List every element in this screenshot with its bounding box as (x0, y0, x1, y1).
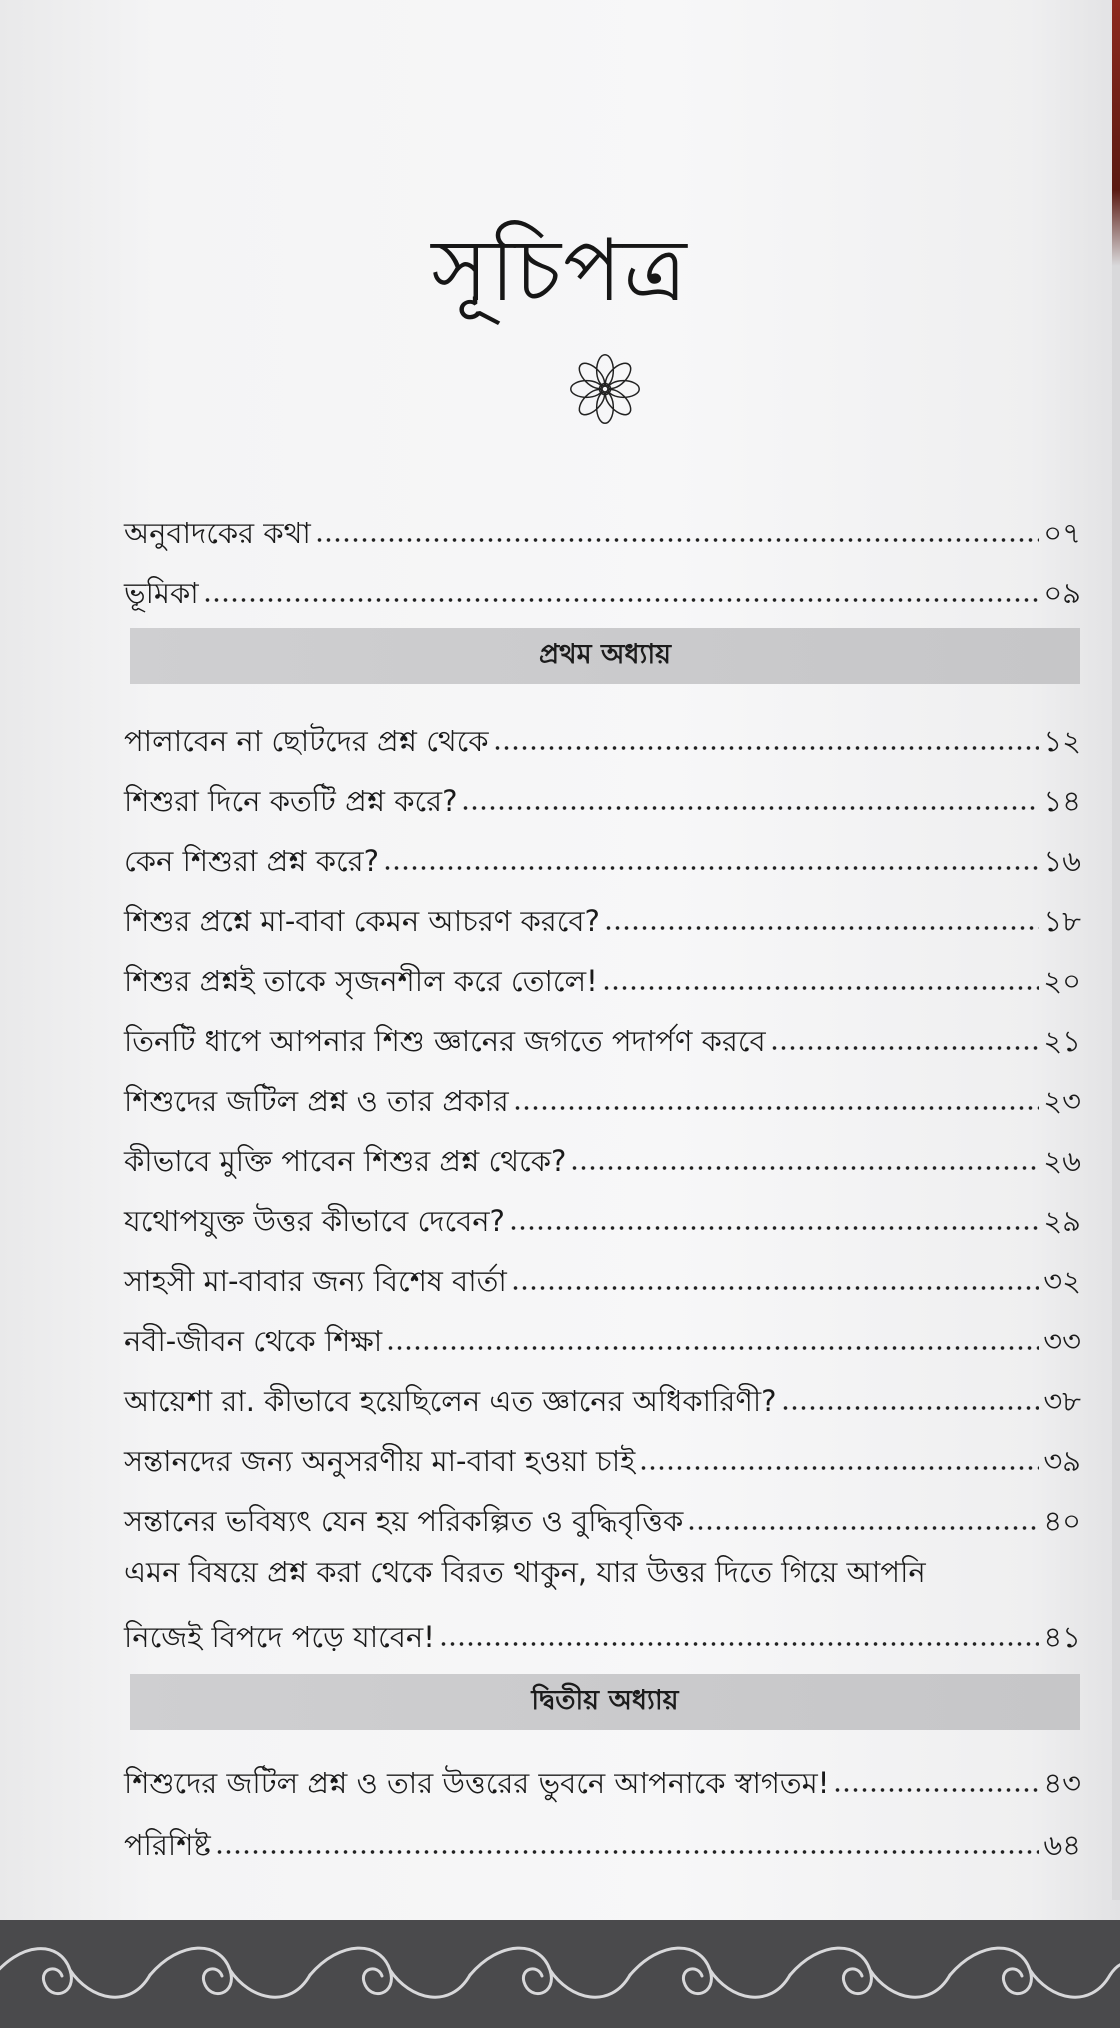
toc-entry-title: শিশুদের জটিল প্রশ্ন ও তার উত্তরের ভুবনে আপনাকে স্বাগতম! (124, 1766, 830, 1800)
toc-entry-title: শিশুরা দিনে কতটি প্রশ্ন করে? (124, 784, 458, 818)
toc-entry-title: শিশুদের জটিল প্রশ্ন ও তার প্রকার (124, 1084, 509, 1118)
dot-leader (203, 578, 1040, 604)
toc-entry-title: নবী-জীবন থেকে শিক্ষা (124, 1324, 383, 1358)
dot-leader (493, 726, 1040, 752)
dot-leader (570, 1146, 1039, 1172)
toc-entry-page: ২৩ (1043, 1084, 1081, 1118)
scroll-pattern-icon (0, 1920, 1120, 2028)
dot-leader (513, 1086, 1040, 1112)
decorative-footer-border (0, 1920, 1120, 2028)
toc-entry[interactable] (124, 1186, 1081, 1236)
toc-entry-title: শিশুর প্রশ্নই তাকে সৃজনশীল করে তোলে! (124, 964, 598, 998)
flower-ornament-icon (568, 352, 642, 426)
toc-entry-page: ১৬ (1043, 844, 1081, 878)
chapter-heading: প্রথম অধ্যায় (130, 628, 1080, 684)
toc-entry-page: ৩৯ (1043, 1444, 1081, 1478)
toc-entry-title-line-1[interactable]: এমন বিষয়ে প্রশ্ন করা থেকে বিরত থাকুন, যার উত্তর দিতে গিয়ে আপনি (124, 1555, 926, 1589)
dot-leader (770, 1026, 1040, 1052)
toc-entry[interactable] (124, 1810, 1081, 1860)
toc-entry[interactable] (124, 558, 1081, 608)
dot-leader (461, 786, 1039, 812)
toc-entry-title: অনুবাদকের কথা (124, 516, 311, 550)
toc-entry[interactable] (124, 498, 1081, 548)
dot-leader (781, 1386, 1040, 1412)
toc-entry[interactable] (124, 886, 1081, 936)
toc-entry-page: ০৯ (1043, 576, 1081, 610)
toc-entry[interactable] (124, 1006, 1081, 1056)
toc-entry-title: শিশুর প্রশ্নে মা-বাবা কেমন আচরণ করবে? (124, 904, 600, 938)
toc-entry[interactable] (124, 1126, 1081, 1176)
toc-entry-page: ৩২ (1043, 1264, 1081, 1298)
toc-entry-title: পরিশিষ্ট (124, 1828, 211, 1862)
toc-entry-title: কীভাবে মুক্তি পাবেন শিশুর প্রশ্ন থেকে? (124, 1144, 567, 1178)
toc-entry-page: ৪১ (1043, 1620, 1081, 1654)
toc-entry-title: যথোপযুক্ত উত্তর কীভাবে দেবেন? (124, 1204, 505, 1238)
toc-entry[interactable] (124, 1246, 1081, 1296)
toc-entry[interactable] (124, 1366, 1081, 1416)
dot-leader (383, 846, 1039, 872)
toc-entry[interactable] (124, 1426, 1081, 1476)
toc-entry-title: সন্তানদের জন্য অনুসরণীয় মা-বাবা হওয়া চাই (124, 1444, 636, 1478)
toc-entry-page: ০৭ (1043, 516, 1081, 550)
dot-leader (511, 1266, 1040, 1292)
dot-leader (687, 1506, 1039, 1532)
toc-entry-title: সাহসী মা-বাবার জন্য বিশেষ বার্তা (124, 1264, 507, 1298)
dot-leader (386, 1326, 1039, 1352)
toc-entry-title: পালাবেন না ছোটদের প্রশ্ন থেকে (124, 724, 489, 758)
toc-entry-page: ৩৮ (1043, 1384, 1081, 1418)
toc-entry[interactable] (124, 706, 1081, 756)
toc-entry-title-line-2: নিজেই বিপদে পড়ে যাবেন! (124, 1620, 435, 1654)
toc-entry-page: ১২ (1043, 724, 1081, 758)
dot-leader (639, 1446, 1039, 1472)
toc-entry[interactable] (124, 1306, 1081, 1356)
toc-entry-page: ১৪ (1043, 784, 1081, 818)
dot-leader (215, 1830, 1040, 1856)
dot-leader (833, 1768, 1039, 1794)
toc-entry-page: ২৬ (1043, 1144, 1081, 1178)
toc-entry-page: ২১ (1043, 1024, 1081, 1058)
toc-entry[interactable] (124, 826, 1081, 876)
dot-leader (602, 966, 1040, 992)
toc-entry-page: ৩৩ (1043, 1324, 1081, 1358)
dot-leader (509, 1206, 1039, 1232)
chapter-heading: দ্বিতীয় অধ্যায় (130, 1674, 1080, 1730)
toc-entry[interactable] (124, 946, 1081, 996)
toc-entry[interactable] (124, 766, 1081, 816)
dot-leader (439, 1622, 1040, 1648)
toc-entry-title: কেন শিশুরা প্রশ্ন করে? (124, 844, 379, 878)
toc-entry-title: সন্তানের ভবিষ্যৎ যেন হয় পরিকল্পিত ও বুদ্ধিবৃত্তিক (124, 1504, 684, 1538)
toc-entry-page: ২০ (1043, 964, 1081, 998)
toc-entry-page: ৪০ (1043, 1504, 1081, 1538)
dot-leader (315, 518, 1039, 544)
toc-entry-title: আয়েশা রা. কীভাবে হয়েছিলেন এত জ্ঞানের অধিকারিণী? (124, 1384, 777, 1418)
toc-entry-page: ১৮ (1043, 904, 1081, 938)
toc-entry[interactable] (124, 1748, 1081, 1798)
toc-entry-title: তিনটি ধাপে আপনার শিশু জ্ঞানের জগতে পদার্পণ করবে (124, 1024, 766, 1058)
toc-entry[interactable] (124, 1602, 1081, 1652)
toc-entry-page: ২৯ (1043, 1204, 1081, 1238)
toc-entry-title: ভূমিকা (124, 576, 199, 610)
toc-entry[interactable] (124, 1066, 1081, 1116)
toc-entry-page: ৪৩ (1043, 1766, 1081, 1800)
page-title: সূচিপত্র (431, 221, 689, 321)
dot-leader (604, 906, 1039, 932)
toc-entry[interactable] (124, 1486, 1081, 1536)
toc-entry-page: ৬৪ (1043, 1828, 1081, 1862)
